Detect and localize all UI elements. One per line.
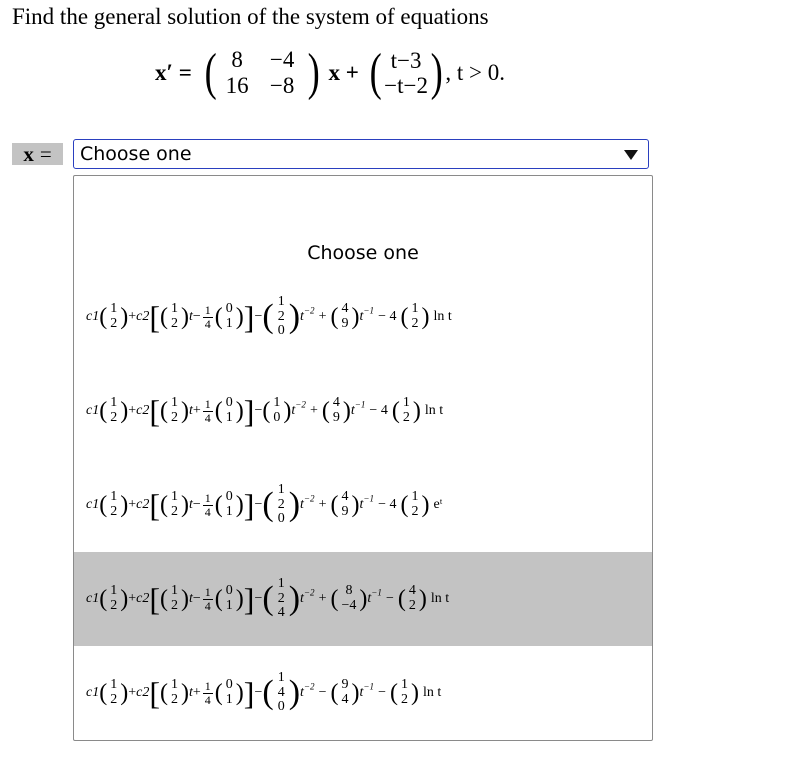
paren-left: ( (214, 398, 223, 424)
vector-particular-2-entry: 9 (341, 504, 349, 519)
vector-particular-2-entries (342, 302, 349, 331)
t-power-minus-1: $t^{-1}$ (359, 305, 375, 324)
paren-left: ( (160, 304, 168, 330)
paren-right: ) (120, 398, 129, 424)
bracket-right: ] (243, 393, 255, 429)
function-term: ln t (430, 591, 450, 606)
matrix-a22: −8 (269, 73, 295, 98)
sign-2: − 4 (378, 497, 397, 512)
minus-sign: − (254, 685, 263, 700)
vector-v2-entry: 2 (171, 598, 178, 613)
paren-left: ( (262, 398, 271, 424)
vector-particular-2 (331, 678, 360, 707)
right-paren: ) (430, 44, 443, 101)
bracket-right: ] (243, 581, 255, 617)
vector-v3-entry: 0 (225, 677, 233, 693)
vector-v1-entry: 2 (110, 410, 118, 425)
t-power-minus-2: $t^{-2}$ (300, 305, 315, 324)
vector-particular-2-entries (342, 678, 349, 707)
paren-left: ( (397, 586, 406, 612)
vector-v2 (160, 302, 189, 331)
fraction-denominator: 4 (204, 316, 211, 331)
t-power-minus-1: $t^{-1}$ (359, 493, 375, 512)
answer-x: x (23, 141, 34, 166)
paren-right: ) (351, 304, 360, 330)
paren-left: ( (99, 680, 108, 706)
vector-v2 (160, 490, 189, 519)
vector-v1-entry: 2 (110, 316, 118, 331)
vector-particular-2-entry: 4 (332, 395, 340, 411)
matrix-a11: 8 (231, 47, 243, 72)
vector-v1-entries (110, 490, 117, 519)
paren-right: ) (288, 580, 301, 617)
option-formula (86, 364, 642, 458)
t-power-minus-2: $t^{-2}$ (291, 399, 306, 418)
paren-left: ( (330, 304, 339, 330)
vector-v3-entry: 1 (225, 598, 233, 613)
vector-particular-3-entries (401, 678, 408, 707)
vector-particular-1 (262, 483, 300, 527)
vector-particular-2-entry: 4 (341, 489, 349, 505)
coefficient-c1: c1 (86, 591, 100, 606)
vector-v2-entries (171, 584, 178, 613)
paren-left: ( (400, 492, 409, 518)
vector-v2-entry: 1 (171, 395, 178, 411)
vector-v1 (99, 490, 128, 519)
vector-particular-3-entry: 2 (400, 692, 408, 707)
vector-particular-3-entries (411, 302, 418, 331)
vector-particular-2 (331, 490, 360, 519)
paren-right: ) (235, 304, 244, 330)
left-paren: ( (369, 44, 382, 101)
vector-v3-entry: 0 (225, 301, 233, 317)
t-factor: t (189, 497, 193, 512)
vector-v3 (215, 584, 244, 613)
vector-v3-entries (226, 584, 233, 613)
vector-v1-entries (110, 678, 117, 707)
coefficient-c1: c1 (86, 685, 100, 700)
vector-v1-entry: 2 (110, 598, 118, 613)
paren-left: ( (262, 298, 274, 335)
vector-v1-entry: 1 (110, 583, 118, 599)
vector-v2-entry: 2 (171, 692, 178, 707)
fraction-one-quarter (203, 586, 213, 612)
dropdown-option-4[interactable] (74, 552, 652, 646)
vector-particular-1-entries (278, 671, 285, 715)
dropdown-option-1[interactable] (74, 270, 652, 364)
vector-particular-3-entries (409, 584, 416, 613)
fraction-numerator: 1 (204, 584, 211, 599)
vector-v3-entries (226, 678, 233, 707)
vector-particular-1 (262, 671, 300, 715)
bracket-left: [ (149, 581, 160, 617)
vector-v2-entry: 2 (171, 410, 178, 425)
vector-particular-2-entry: 4 (341, 301, 349, 317)
vector-v3-entry: 1 (225, 410, 233, 425)
t-factor: t (189, 591, 193, 606)
g-bottom: −t−2 (384, 73, 429, 98)
vector-particular-1-entry: 0 (277, 699, 285, 715)
answer-equals: = (39, 141, 52, 166)
vector-particular-3 (400, 302, 429, 331)
paren-left: ( (389, 680, 398, 706)
paren-right: ) (181, 398, 189, 424)
paren-left: ( (160, 492, 168, 518)
vector-v3-entry: 1 (225, 504, 233, 519)
t-power-minus-2: $t^{-2}$ (300, 681, 315, 700)
sign-2: − (385, 591, 394, 606)
vector-v1-entry: 1 (110, 301, 118, 317)
vector-v1-entry: 1 (110, 489, 118, 505)
paren-left: ( (214, 304, 223, 330)
minus-sign: − (254, 403, 263, 418)
paren-left: ( (391, 398, 400, 424)
fraction-denominator: 4 (204, 692, 211, 707)
sign-2: − 4 (378, 309, 397, 324)
fraction-one-quarter (203, 398, 213, 424)
t-power-minus-1: $t^{-1}$ (367, 587, 382, 606)
vector-v2-entries (171, 396, 178, 425)
vector-v2 (160, 584, 189, 613)
paren-right: ) (235, 398, 244, 424)
vector-particular-2 (331, 584, 368, 613)
paren-right: ) (359, 586, 368, 612)
paren-left: ( (214, 492, 223, 518)
vector-v2-entry: 1 (171, 489, 178, 505)
condition-t: , t > 0. (445, 60, 505, 85)
paren-right: ) (342, 398, 351, 424)
paren-left: ( (262, 674, 274, 711)
paren-right: ) (181, 586, 189, 612)
paren-left: ( (262, 486, 274, 523)
paren-left: ( (330, 586, 339, 612)
g-top: t−3 (390, 47, 422, 73)
sign-2: − (378, 685, 386, 700)
vector-v2-entries (171, 490, 178, 519)
vector-particular-2-entry: −4 (341, 598, 357, 613)
vector-particular-1-entry: 0 (277, 323, 285, 339)
option-formula (86, 458, 642, 552)
vector-v1 (99, 678, 128, 707)
paren-right: ) (410, 680, 419, 706)
vector-v2-entry: 2 (171, 316, 178, 331)
paren-left: ( (99, 398, 108, 424)
paren-right: ) (120, 304, 129, 330)
operator: − (192, 591, 201, 606)
fraction-numerator: 1 (204, 490, 211, 505)
vector-v3-entries (226, 302, 233, 331)
t-factor: t (189, 403, 193, 418)
vector-particular-3-entry: 2 (402, 410, 410, 425)
fraction-denominator: 4 (204, 410, 211, 425)
paren-left: ( (214, 680, 223, 706)
bracket-right: ] (243, 675, 255, 711)
sign-1: − (318, 685, 327, 700)
vector-v1 (99, 396, 128, 425)
paren-left: ( (214, 586, 223, 612)
right-paren: ) (307, 44, 320, 101)
function-term: ln t (422, 685, 442, 700)
fraction-numerator: 1 (204, 678, 211, 693)
paren-left: ( (99, 304, 108, 330)
dropdown-option-2[interactable] (74, 364, 652, 458)
paren-right: ) (288, 674, 301, 711)
bracket-left: [ (149, 675, 160, 711)
paren-left: ( (99, 492, 108, 518)
vector-particular-1-entry: 1 (273, 395, 281, 411)
paren-left: ( (321, 398, 330, 424)
t-power-minus-1: $t^{-1}$ (359, 681, 375, 700)
coefficient-c2: c2 (136, 403, 150, 418)
fraction-one-quarter (203, 680, 213, 706)
vector-v3-entry: 1 (225, 692, 233, 707)
t-power-minus-2: $t^{-2}$ (300, 587, 315, 606)
bracket-right: ] (243, 487, 255, 523)
vector-particular-1 (262, 577, 300, 621)
matrix-a12: −4 (269, 47, 295, 72)
function-term: ln t (433, 309, 452, 324)
vector-particular-1-entry: 4 (277, 605, 285, 621)
vector-particular-2-entry: 9 (341, 677, 349, 693)
system-equation (155, 42, 505, 104)
vector-v3 (215, 678, 244, 707)
vector-particular-3-entry: 1 (400, 677, 408, 693)
minus-sign: − (254, 497, 263, 512)
bracket-left: [ (149, 487, 160, 523)
dropdown-header[interactable]: Choose one (307, 242, 419, 264)
vector-v2-entries (171, 678, 178, 707)
answer-select-value: Choose one (80, 143, 192, 165)
left-paren: ( (204, 44, 217, 101)
vector-particular-1-entries (278, 295, 285, 339)
vector-particular-3 (398, 584, 427, 613)
vector-particular-1-entry: 1 (277, 575, 285, 591)
sign-1: + (318, 309, 327, 324)
vector-particular-1-entry: 0 (273, 410, 281, 425)
plus-sign: + (128, 309, 137, 324)
paren-left: ( (262, 580, 274, 617)
operator: − (192, 497, 201, 512)
fraction-one-quarter (203, 304, 213, 330)
plus-sign: + (128, 685, 137, 700)
plus-sign: + (128, 403, 137, 418)
option-formula (86, 270, 642, 364)
vector-particular-1-entry: 2 (277, 308, 285, 324)
vector-particular-1-entry: 1 (277, 481, 285, 497)
paren-right: ) (235, 586, 244, 612)
vector-v2-entry: 2 (171, 504, 178, 519)
paren-right: ) (120, 586, 129, 612)
vector-v3 (215, 302, 244, 331)
coefficient-c2: c2 (136, 497, 150, 512)
vector-v3 (215, 396, 244, 425)
vector-particular-1 (262, 396, 291, 425)
coefficient-c1: c1 (86, 497, 100, 512)
dropdown-option-3[interactable] (74, 458, 652, 552)
vector-v3 (215, 490, 244, 519)
vector-particular-3-entries (411, 490, 418, 519)
fraction-numerator: 1 (204, 302, 211, 317)
paren-left: ( (160, 398, 168, 424)
paren-right: ) (412, 398, 421, 424)
vector-particular-2-entries (342, 490, 349, 519)
vector-v1 (99, 584, 128, 613)
vector-v3-entries (226, 490, 233, 519)
coefficient-c2: c2 (136, 685, 150, 700)
answer-label (12, 143, 63, 165)
plus-sign: + (128, 497, 137, 512)
paren-left: ( (160, 586, 168, 612)
minus-sign: − (254, 309, 263, 324)
paren-right: ) (421, 304, 430, 330)
paren-left: ( (99, 586, 108, 612)
sign-2: − 4 (369, 403, 388, 418)
paren-right: ) (181, 304, 189, 330)
vector-particular-3-entry: 2 (408, 598, 416, 613)
vector-v1-entries (110, 396, 117, 425)
vector-particular-2 (322, 396, 351, 425)
t-factor: t (189, 685, 193, 700)
vector-particular-3 (392, 396, 421, 425)
vector-g (367, 44, 446, 101)
function-term: ln t (424, 403, 444, 418)
t-power-minus-2: $t^{-2}$ (300, 493, 315, 512)
vector-particular-1-entry: 4 (277, 684, 285, 700)
vector-particular-3-entry: 2 (411, 504, 419, 519)
sign-1: + (309, 403, 318, 418)
coefficient-c1: c1 (86, 403, 100, 418)
matrix-a21: 16 (225, 73, 249, 98)
vector-particular-3 (400, 490, 429, 519)
paren-right: ) (283, 398, 292, 424)
t-factor: t (189, 309, 193, 324)
vector-particular-1-entries (278, 577, 285, 621)
paren-right: ) (351, 680, 360, 706)
vector-particular-1-entry: 1 (277, 669, 285, 685)
vector-v2-entry: 1 (171, 677, 178, 693)
paren-left: ( (160, 680, 168, 706)
vector-particular-3-entry: 4 (408, 583, 416, 599)
fraction-one-quarter (203, 492, 213, 518)
vector-v1-entries (110, 584, 117, 613)
vector-particular-1-entries (273, 396, 280, 425)
bracket-left: [ (149, 299, 160, 335)
vector-particular-3-entry: 1 (402, 395, 410, 411)
paren-right: ) (288, 298, 301, 335)
vector-v3-entries (226, 396, 233, 425)
vector-particular-2-entry: 9 (341, 316, 349, 331)
vector-v3-entry: 0 (225, 395, 233, 411)
option-formula (86, 646, 642, 740)
dropdown-option-5[interactable] (74, 646, 652, 740)
paren-left: ( (330, 680, 339, 706)
paren-right: ) (120, 492, 129, 518)
paren-right: ) (418, 586, 427, 612)
paren-right: ) (120, 680, 129, 706)
vector-v1-entry: 1 (110, 677, 118, 693)
matrix-A (202, 44, 323, 101)
vector-particular-2-entries (342, 584, 357, 613)
sign-1: + (318, 497, 327, 512)
vector-v2 (160, 678, 189, 707)
vector-particular-1-entry: 2 (277, 590, 285, 606)
paren-left: ( (330, 492, 339, 518)
vector-particular-3 (390, 678, 419, 707)
option-formula (86, 552, 642, 646)
vector-v2-entry: 1 (171, 301, 178, 317)
paren-right: ) (181, 492, 189, 518)
fraction-numerator: 1 (204, 396, 211, 411)
paren-right: ) (351, 492, 360, 518)
vector-particular-3-entry: 2 (411, 316, 419, 331)
vector-v3-entry: 1 (225, 316, 233, 331)
vector-particular-2-entry: 8 (345, 583, 353, 599)
paren-right: ) (181, 680, 189, 706)
x-plus: x + (328, 60, 359, 85)
vector-v3-entry: 0 (225, 583, 233, 599)
fraction-denominator: 4 (204, 598, 211, 613)
function-term: eᵗ (433, 497, 443, 512)
vector-v2 (160, 396, 189, 425)
vector-particular-3-entries (403, 396, 410, 425)
problem-prompt: Find the general solution of the system of equations (12, 4, 489, 29)
chevron-down-icon[interactable] (624, 150, 638, 160)
paren-right: ) (235, 680, 244, 706)
lhs-x-prime: x′ = (155, 60, 192, 85)
vector-particular-2-entry: 4 (341, 692, 349, 707)
paren-right: ) (288, 486, 301, 523)
dropdown-list[interactable] (73, 175, 653, 741)
vector-particular-2 (331, 302, 360, 331)
vector-v2-entries (171, 302, 178, 331)
paren-left: ( (400, 304, 409, 330)
paren-right: ) (235, 492, 244, 518)
coefficient-c2: c2 (136, 591, 150, 606)
coefficient-c2: c2 (136, 309, 150, 324)
plus-sign: + (128, 591, 137, 606)
operator: + (192, 403, 201, 418)
vector-particular-3-entry: 1 (411, 489, 419, 505)
vector-particular-1-entry: 2 (277, 496, 285, 512)
vector-v1-entry: 1 (110, 395, 118, 411)
vector-particular-3-entry: 1 (411, 301, 419, 317)
t-power-minus-1: $t^{-1}$ (350, 399, 366, 418)
operator: − (192, 309, 201, 324)
vector-v3-entry: 0 (225, 489, 233, 505)
fraction-denominator: 4 (204, 504, 211, 519)
minus-sign: − (254, 591, 263, 606)
vector-particular-1-entry: 0 (277, 511, 285, 527)
coefficient-c1: c1 (86, 309, 100, 324)
sign-1: + (318, 591, 327, 606)
operator: + (192, 685, 201, 700)
vector-v1-entry: 2 (110, 504, 118, 519)
vector-particular-1-entries (278, 483, 285, 527)
vector-v2-entry: 1 (171, 583, 178, 599)
paren-right: ) (421, 492, 430, 518)
vector-particular-2-entry: 9 (332, 410, 340, 425)
bracket-right: ] (243, 299, 255, 335)
vector-v1-entry: 2 (110, 692, 118, 707)
vector-v1 (99, 302, 128, 331)
vector-particular-1-entry: 1 (277, 293, 285, 309)
vector-particular-1 (262, 295, 300, 339)
vector-v1-entries (110, 302, 117, 331)
vector-particular-2-entries (333, 396, 340, 425)
answer-select[interactable] (73, 139, 649, 169)
bracket-left: [ (149, 393, 160, 429)
